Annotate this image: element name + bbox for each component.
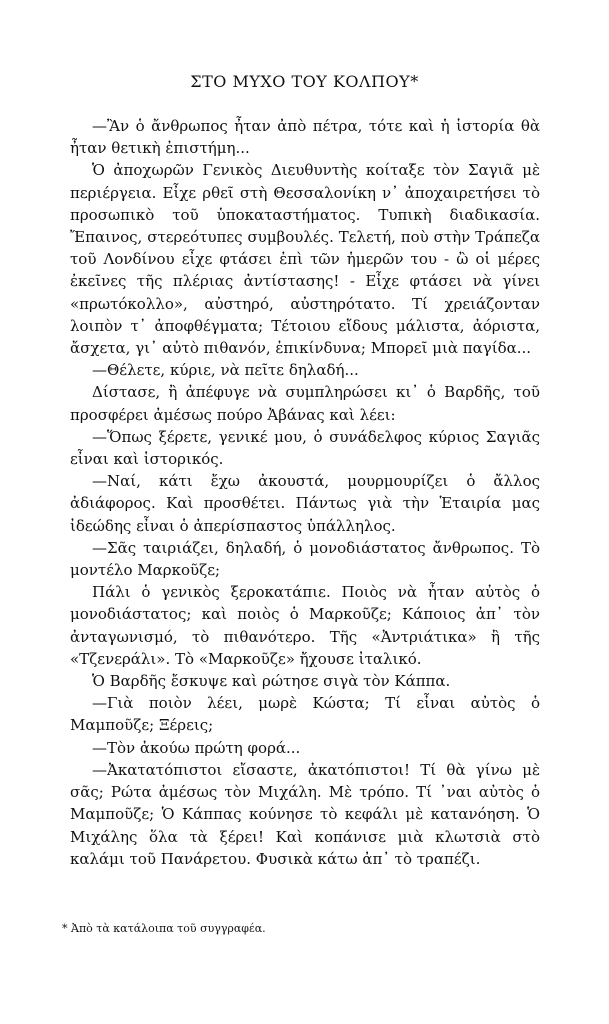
paragraph: —Ἂν ὁ ἄνθρωπος ἦταν ἀπὸ πέτρα, τότε καὶ ἡ ἱστορία θὰ ἦταν θετικὴ ἐπιστήμη... [70,117,540,158]
paragraph: —Θέλετε, κύριε, νὰ πεῖτε δηλαδή... [92,361,359,380]
paragraph: Πάλι ὁ γενικὸς ξεροκατάπιε. Ποιὸς νὰ ἦταν αὐτὸς ὁ μονοδιάστατος; καὶ ποιὸς ὁ Μαρκοῦζε; Κάποιος ἀπ᾽ τὸν ἀνταγωνισμό, τὸ πιθανότερο. Τῆς «Ἀντριάτικα» ἢ τῆς «Τζενεράλι». Τὸ «Μαρκοῦζε» ἤχουσε ἰταλικό. [70,583,540,668]
footnote: * Ἀπὸ τὰ κατάλοιπα τοῦ συγγραφέα. [62,922,266,935]
paragraph: —Γιὰ ποιὸν λέει, μωρὲ Κώστα; Τί εἶναι αὐτὸς ὁ Μαμποῦζε; Ξέρεις; [70,694,540,735]
paragraph: —Τὸν ἀκούω πρώτη φορά... [92,738,301,757]
chapter-title: ΣΤΟ ΜΥΧΟ ΤΟΥ ΚΟΛΠΟΥ* [190,72,419,91]
paragraph: Δίστασε, ἢ ἀπέφυγε νὰ συμπληρώσει κι᾽ ὁ Βαρδῆς, τοῦ προσφέρει ἀμέσως πούρο Ἀβάνας καὶ λέει: [70,383,540,424]
paragraph: —Ναί, κάτι ἔχω ἀκουστά, μουρμουρίζει ὁ ἄλλος ἀδιάφορος. Καὶ προσθέτει. Πάντως γιὰ τὴν Ἑταιρία μας ἰδεώδης εἶναι ὁ ἀπερίσπαστος ὑπάλληλος. [70,472,540,535]
paragraph: Ὁ Βαρδῆς ἔσκυψε καὶ ρώτησε σιγὰ τὸν Κάππα. [92,672,451,691]
body-text [70,115,540,870]
paragraph: —Ἀκατατόπιστοι εἴσαστε, ἀκατόπιστοι! Τί θὰ γίνω μὲ σᾶς; Ρώτα ἀμέσως τὸν Μιχάλη. Μὲ τρόπο. Τί ᾽ναι αὐτὸς ὁ Μαμποῦζε; Ὁ Κάππας κούνησε τὸ κεφάλι μὲ κατανόηση. Ὁ Μιχάλης ὅλα τὰ ξέρει! Καὶ κοπάνισε μιὰ κλωτσιὰ στὸ καλάμι τοῦ Πανάρετου. Φυσικὰ κάτω ἀπ᾽ τὸ τραπέζι. [70,760,540,868]
paragraph: —Σᾶς ταιριάζει, δηλαδή, ὁ μονοδιάστατος ἄνθρωπος. Τὸ μοντέλο Μαρκοῦζε; [70,538,540,580]
paragraph: Ὁ ἀποχωρῶν Γενικὸς Διευθυντὴς κοίταξε τὸν Σαγιᾶ μὲ περιέργεια. Εἶχε ρθεῖ στὴ Θεσσαλονίκη ν᾽ ἀποχαιρετήσει τὸ προσωπικὸ τοῦ ὑποκαταστήματος. Τυπικὴ διαδικασία. Ἔπαινος, στερεότυπες συμβουλές. Τελετή, ποὺ στὴν Τράπεζα τοῦ Λονδίνου εἶχε φτάσει ἐπὶ τῶν ἡμερῶν του - ὢ οἱ μέρες ἐκεῖνες τῆς πλέριας ἀντίστασης! - Εἶχε φτάσει νὰ γίνει «πρωτόκολλο», αὐστηρό, αὐστηρότατο. Τί χρειάζονταν λοιπὸν τ᾽ ἀποφθέγματα; Τέτοιου εἴδους μάλιστα, ἀόριστα, ἄσχετα, γι᾽ αὐτὸ πιθανόν, ἐπικίνδυνα; Μπορεῖ μιὰ παγίδα... [70,161,540,358]
paragraph: —Ὅπως ξέρετε, γενικέ μου, ὁ συνάδελφος κύριος Σαγιᾶς εἶναι καὶ ἱστορικός. [70,427,540,469]
